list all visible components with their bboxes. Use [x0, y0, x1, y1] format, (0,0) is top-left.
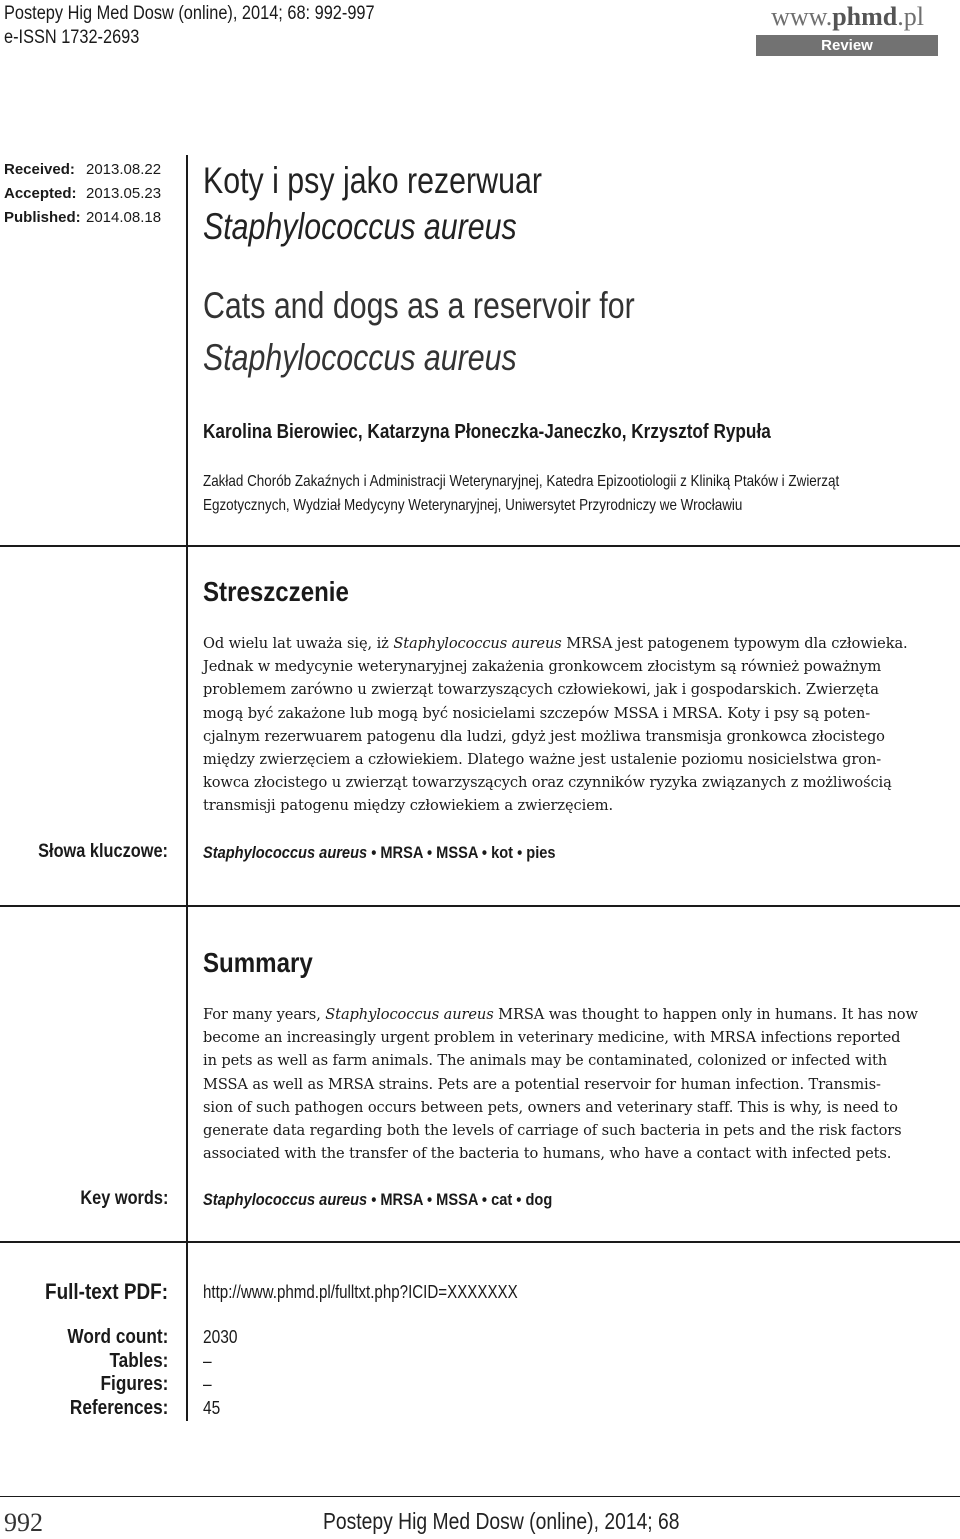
date-row: [4, 158, 161, 182]
title-polish: [203, 158, 542, 250]
date-label: Received:: [4, 161, 75, 178]
column-divider: [186, 155, 188, 545]
date-row: [4, 206, 161, 230]
abstract-line: MSSA as well as MRSA strains. Pets are a potential reservoir for human infection. Transmis-: [203, 1075, 881, 1093]
keyword: Staphylococcus aureus: [203, 843, 368, 862]
abstract-line: transmisji patogenu między człowiekiem a zwierzęciem.: [203, 797, 614, 815]
abstract-line: cjalnym rezerwuarem patogenu dla ludzi, gdyż jest możliwa transmisja gronkowca złocistego: [203, 727, 885, 745]
abstract-en-body: [203, 1003, 959, 1165]
footer-journal: Postepy Hig Med Dosw (online), 2014; 68: [323, 1508, 680, 1534]
abstract-line: Jednak w medycynie weterynaryjnej zakażenia gronkowcem złocistym są również poważnym: [203, 658, 882, 676]
keywords-en-label: Key words:: [79, 1188, 168, 1209]
column-divider: [186, 1243, 188, 1421]
affiliation-line-1: Zakład Chorób Zakaźnych i Administracji Weterynaryjnej, Katedra Epizootiologii z Kliniką Ptaków i Zwierząt: [203, 473, 840, 490]
fulltext-label: Full-text PDF:: [45, 1279, 168, 1304]
fulltext-link[interactable]: http://www.phmd.pl/fulltxt.php?ICID=XXXXXXX: [203, 1282, 518, 1302]
abstract-line: mogą być zakażone lub mogą być nosicielami szczepów MSSA i MRSA. Koty i psy są poten-: [203, 704, 871, 722]
section-divider: [0, 545, 960, 547]
abstract-line: kowca złocistego u zwierząt towarzyszących oraz czynników ryzyka związanych z możliwością: [203, 774, 892, 792]
title-english-line-2: Staphylococcus aureus: [203, 337, 517, 378]
keyword: MSSA: [436, 843, 478, 862]
title-english-line-1: Cats and dogs as a reservoir for: [203, 285, 635, 326]
date-row: [4, 182, 161, 206]
stat-value: 2030: [203, 1327, 238, 1347]
abstract-line: generate data regarding both the levels of carriage of such bacteria in pets and the risk factors: [203, 1122, 902, 1140]
keyword: MSSA: [436, 1190, 478, 1209]
journal-line-1: Postepy Hig Med Dosw (online), 2014; 68: 992-997: [4, 3, 375, 24]
journal-citation: [4, 2, 375, 50]
abstract-pl-heading: Streszczenie: [203, 576, 349, 607]
stat-label: Tables:: [109, 1349, 168, 1372]
affiliation-line-2: Egzotycznych, Wydział Medycyny Weterynaryjnej, Uniwersytet Przyrodniczy we Wrocławiu: [203, 497, 743, 514]
stats-values: [203, 1326, 237, 1420]
date-label: Accepted:: [4, 185, 77, 202]
abstract-line: in pets as well as farm animals. The animals may be contaminated, colonized or infected with: [203, 1052, 888, 1070]
abstract-line: For many years, Staphylococcus aureus MRSA was thought to happen only in humans. It has now: [203, 1006, 918, 1023]
abstract-en-heading: Summary: [203, 947, 313, 978]
site-logo[interactable]: [771, 2, 924, 32]
site-suffix: .pl: [897, 2, 924, 31]
column-divider: [186, 907, 188, 1241]
footer-divider: [0, 1496, 960, 1497]
column-divider: [186, 547, 188, 905]
title-polish-line-1: Koty i psy jako rezerwuar: [203, 160, 542, 201]
abstract-line: associated with the transfer of the bacteria to humans, who have a contact with infected pets.: [203, 1145, 892, 1163]
abstract-line: Od wielu lat uważa się, iż Staphylococcus aureus MRSA jest patogenem typowym dla człowieka.: [203, 635, 908, 652]
article-type-badge: Review: [756, 35, 938, 56]
stat-value: –: [203, 1374, 212, 1394]
site-brand: phmd: [832, 2, 898, 31]
stats-labels: [67, 1326, 168, 1420]
date-label: Published:: [4, 209, 81, 226]
stat-label: Figures:: [100, 1373, 168, 1395]
section-divider: [0, 1241, 960, 1243]
keyword: cat: [491, 1190, 513, 1209]
keyword: dog: [525, 1190, 553, 1209]
abstract-line: become an increasingly urgent problem in veterinary medicine, with MRSA infections reported: [203, 1029, 901, 1047]
stat-value: 45: [203, 1397, 221, 1418]
date-value: 2014.08.18: [86, 209, 162, 226]
page-number: 992: [4, 1508, 43, 1537]
affiliation: [203, 470, 959, 518]
date-value: 2013.05.23: [86, 185, 162, 202]
site-prefix: www.: [771, 2, 833, 31]
stat-value: –: [203, 1350, 212, 1371]
keyword: Staphylococcus aureus: [203, 1190, 368, 1209]
abstract-pl-body: [203, 632, 959, 818]
title-polish-line-2: Staphylococcus aureus: [203, 206, 517, 247]
keywords-pl-label: Słowa kluczowe:: [38, 841, 168, 862]
keyword: MRSA: [380, 843, 423, 862]
date-value: 2013.08.22: [86, 161, 162, 178]
keyword: kot: [491, 843, 514, 862]
authors: Karolina Bierowiec, Katarzyna Płoneczka-Janeczko, Krzysztof Rypuła: [203, 421, 771, 443]
keyword: pies: [526, 843, 556, 862]
keywords-en: Staphylococcus aureus • MRSA • MSSA • cat • dog: [203, 1190, 553, 1209]
journal-line-2: e-ISSN 1732-2693: [4, 27, 140, 48]
abstract-line: między zwierzęciem a człowiekiem. Dlatego ważne jest ustalenie poziomu nosicielstwa gron-: [203, 751, 882, 769]
stat-label: References:: [69, 1396, 168, 1419]
abstract-line: sion of such pathogen occurs between pets, owners and veterinary staff. This is why, is need to: [203, 1098, 898, 1116]
abstract-line: problemem zarówno u zwierząt towarzyszących człowiekowi, jak i gospodarskich. Zwierzęta: [203, 681, 879, 699]
stat-label: Word count:: [67, 1326, 168, 1348]
keywords-pl: Staphylococcus aureus • MRSA • MSSA • kot • pies: [203, 843, 556, 862]
keyword: MRSA: [380, 1190, 423, 1209]
title-english: [203, 280, 635, 384]
section-divider: [0, 905, 960, 907]
publication-dates: [4, 158, 161, 230]
